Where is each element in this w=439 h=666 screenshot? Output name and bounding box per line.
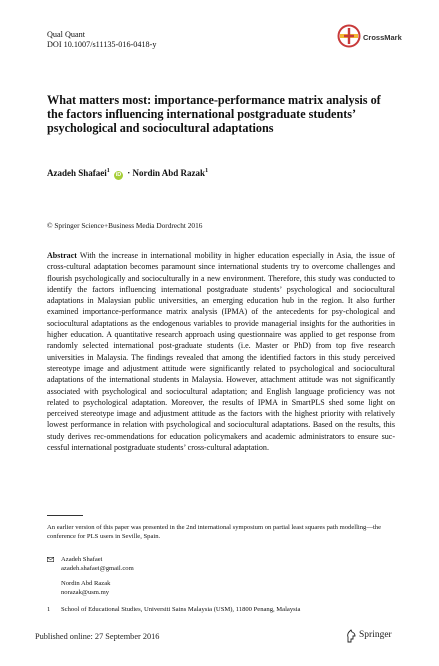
author-affiliation-mark: 1 — [205, 168, 209, 174]
footnote-divider — [47, 515, 83, 516]
contact-email[interactable]: norazak@usm.my — [61, 589, 110, 597]
orcid-icon[interactable]: iD — [115, 172, 122, 178]
affiliation-number: 1 — [47, 606, 51, 613]
author-name[interactable]: Nordin Abd Razak — [132, 168, 206, 178]
author-line — [47, 168, 208, 180]
abstract-label: Abstract — [47, 251, 77, 260]
footnote-earlier-version: An earlier version of this paper was presented in the 2nd international symposium on partial least squares path modelling—the conference for PLS users in Seville, Spain. — [47, 524, 381, 541]
crossmark-badge[interactable] — [337, 24, 409, 48]
springer-logo — [345, 628, 415, 644]
author-affiliation-mark: 1 — [106, 168, 110, 174]
copyright-notice: © Springer Science+Business Media Dordrecht 2016 — [47, 221, 203, 230]
contact-name: Nordin Abd Razak — [61, 579, 111, 587]
journal-name: Qual Quant — [47, 30, 85, 39]
publisher-name: Springer — [359, 630, 392, 640]
abstract-text: With the increase in international mobility in higher education especially in Asia, the issue of cross-cultural adaptation becomes paramount since international students try to overcome challenges and flourish psychologically and socioculturally in a new environment. Therefore, this study was conducted to identify the factors influencing international postgraduate students’ psychological and sociocultural adaptations in Malaysian public universities, an emerging education hub in the region. It also further examined importance-performance matrix analysis (IPMA) of the antecedents for psy-chological and sociocultural adaptations as the endogenous variables to provide managerial insights for the authorities in higher education. A quantitative research approach using questionnaire was applied to get response from randomly selected international post-graduate students (i.e. Master or PhD) from top five research universities in Malaysia. The findings revealed that among the identified factors in this study perceived stereotype image and adjustment attitude were significantly related to psychological and sociocultural adaptations of the international students in Malaysia. However, attachment attitude was not significantly associated with psychological and sociocultural adaptation; and English language proficiency was not related to psychological adaptation. Moreover, the results of IPMA in SmartPLS shed some light on perceived stereotype image and adjustment attitude as the factors with the highest priority with relatively lowest performance in relation with psychological and sociocultural adaptations. Based on the results, this study derives rec-ommendations for education policymakers and academic administrators to ensure suc-cessful international postgraduate students’ cross-cultural adaptation. — [47, 251, 395, 453]
article-title: What matters most: importance-performance matrix analysis of the factors influencing international postgraduate students’ psychological and sociocultural adaptations — [47, 93, 381, 136]
journal-header — [47, 30, 156, 50]
springer-horse-icon — [345, 629, 357, 643]
contact-name: Azadeh Shafaei — [61, 556, 103, 563]
crossmark-icon — [337, 24, 361, 48]
contact-email[interactable]: azadeh.shafaei@gmail.com — [61, 565, 134, 573]
envelope-icon — [47, 557, 54, 562]
author-name[interactable]: Azadeh Shafaei — [47, 168, 107, 178]
published-date: Published online: 27 September 2016 — [35, 632, 160, 641]
author-separator: · — [127, 168, 131, 178]
abstract — [47, 250, 395, 453]
journal-doi[interactable]: DOI 10.1007/s11135-016-0418-y — [47, 40, 157, 49]
affiliation-text: School of Educational Studies, Universiti Sains Malaysia (USM), 11800 Penang, Malaysia — [61, 606, 301, 613]
crossmark-label: CrossMark — [363, 33, 402, 42]
